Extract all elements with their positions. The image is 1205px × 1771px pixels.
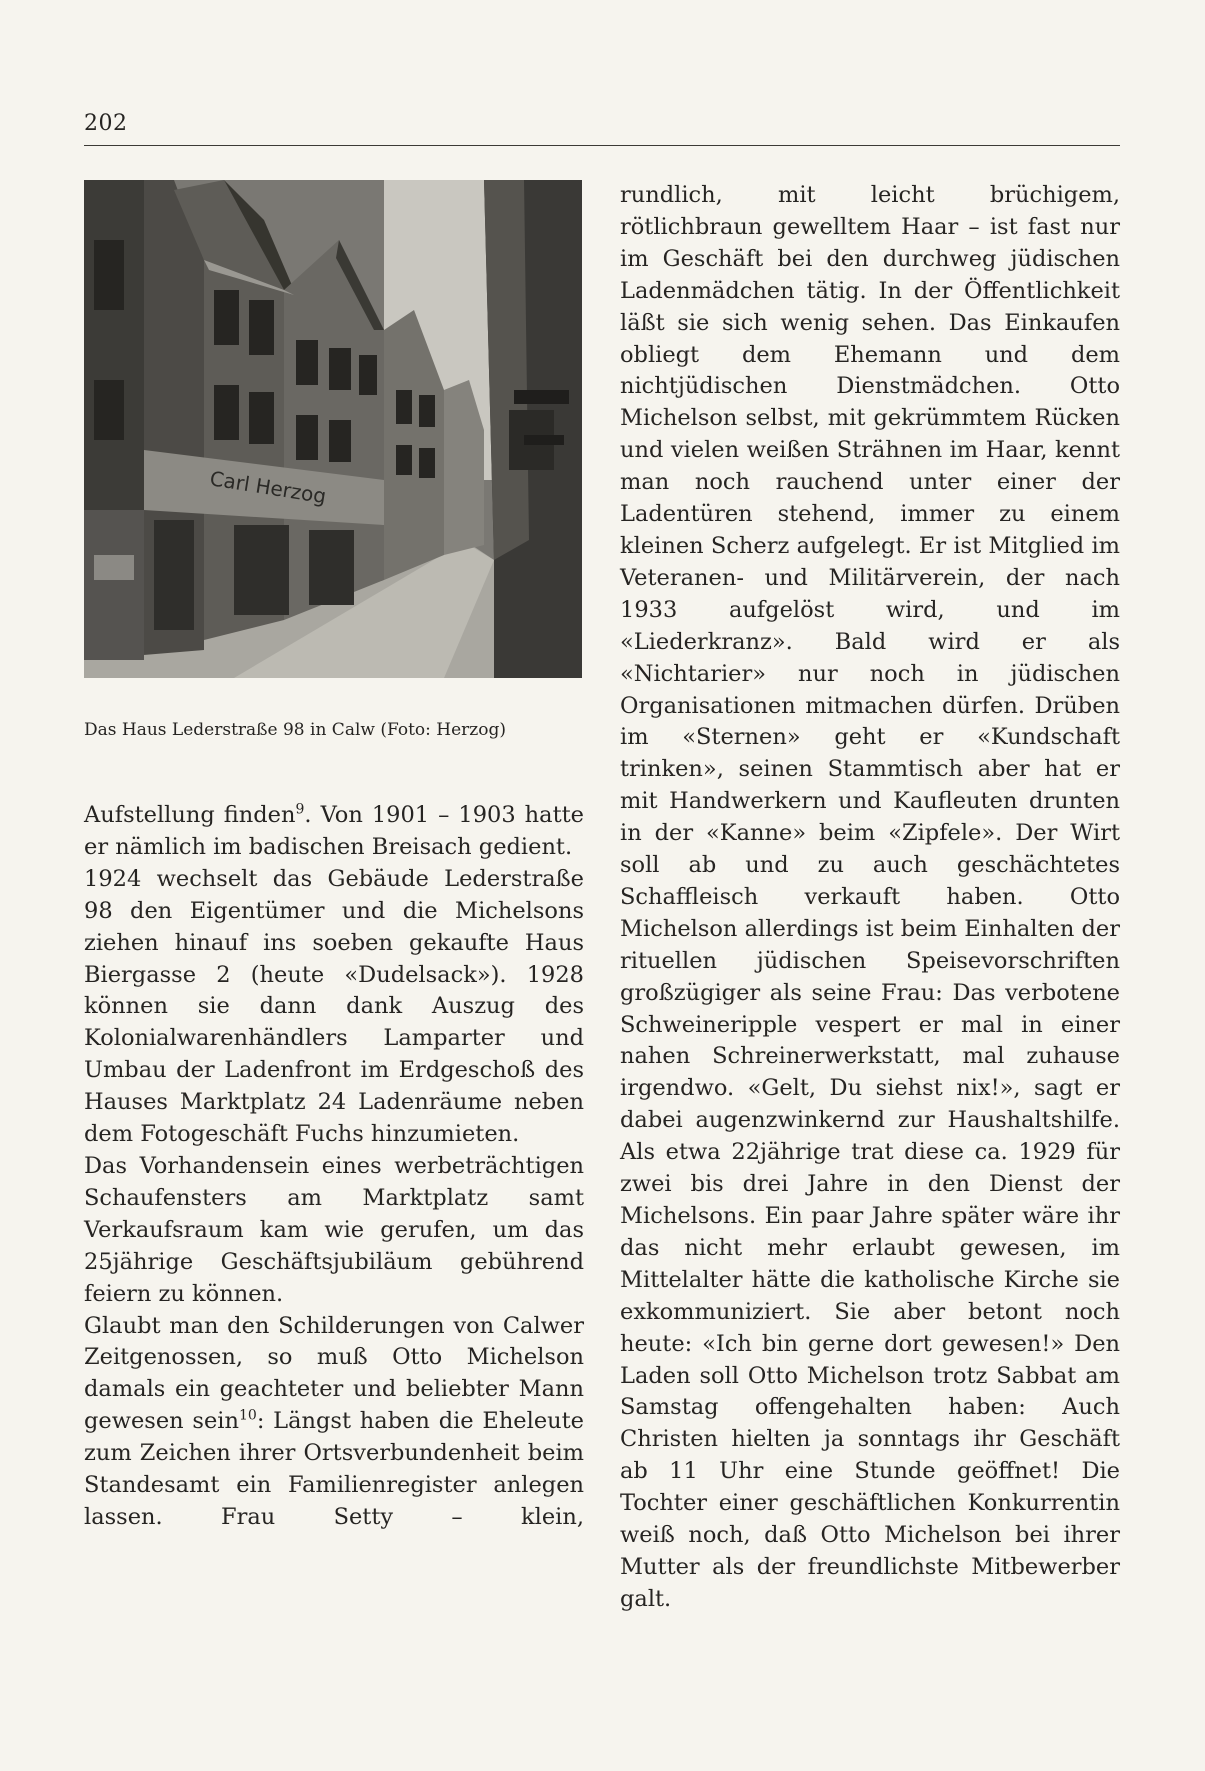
paragraph: Das Vorhandensein eines werbeträchtigen Schaufensters am Marktplatz samt Verkaufsraum kam wie gerufen, um das 25jährige Geschäftsjubiläum gebührend feiern zu können. — [84, 1152, 584, 1307]
right-column-text — [620, 180, 1120, 1616]
left-column-text — [84, 800, 584, 1534]
footnote-ref: 10 — [238, 1407, 257, 1424]
figure-caption: Das Haus Lederstraße 98 in Calw (Foto: Herzog) — [84, 720, 506, 740]
paragraph: rundlich, mit leicht brüchigem, rötlichbraun gewelltem Haar – ist fast nur im Geschäft bei den durchweg jüdischen Ladenmädchen tätig. In der Öffentlichkeit läßt sie sich wenig sehen. Das Einkaufen obliegt dem Ehemann und dem nichtjüdischen Dienstmädchen. Otto Michelson selbst, mit gekrümmtem Rücken und vielen weißen Strähnen im Haar, kennt man noch rauchend unter einer der Ladentüren stehend, immer zu einem kleinen Scherz aufgelegt. Er ist Mitglied im Veteranen- und Militärverein, der nach 1933 aufgelöst wird, und im «Liederkranz». Bald wird er als «Nichtarier» nur noch in jüdischen Organisationen mitmachen dürfen. Drüben im «Sternen» geht er «Kundschaft trinken», seinen Stammtisch aber hat er mit Handwerkern und Kaufleuten drunten in der «Kanne» beim «Zipfele». Der Wirt soll ab und zu auch geschächtetes Schaffleisch verkauft haben. Otto Michelson allerdings ist beim Einhalten der rituellen jüdischen Speisevorschriften großzügiger als seine Frau: Das verbotene Schweineripple vespert er mal in einer nahen Schreinerwerkstatt, mal zuhause irgendwo. «Gelt, Du siehst nix!», sagt er dabei augenzwinkernd zur Haushaltshilfe. Als etwa 22jährige trat diese ca. 1929 für zwei bis drei Jahre in den Dienst der Michelsons. Ein paar Jahre später wäre ihr das nicht mehr erlaubt gewesen, im Mittelalter hätte die katholische Kirche sie exkommuniziert. Sie aber betont noch heute: «Ich bin gerne dort gewesen!» Den Laden soll Otto Michelson trotz Sabbat am Samstag offengehalten haben: Auch Christen hielten ja sonntags ihr Geschäft ab 11 Uhr eine Stunde geöffnet! Die Tochter einer geschäftlichen Konkurrentin weiß noch, daß Otto Michelson bei ihrer Mutter als der freundlichste Mitbewerber galt. — [620, 182, 1120, 1612]
paragraph-text: Aufstellung finden — [84, 802, 296, 828]
paragraph-text: : Längst haben die Eheleute zum Zeichen ihrer Ortsverbundenheit beim Standesamt ein Familienregister anlegen lassen. Frau Setty – klein, — [84, 1408, 584, 1530]
street-photo — [84, 180, 582, 678]
paragraph-text: Glaubt man den Schilderungen von Calwer Zeitgenossen, so muß Otto Michelson damals ein geachteter und beliebter Mann gewesen sein — [84, 1312, 584, 1435]
page-number: 202 — [84, 111, 128, 136]
paragraph-text: . Von 1901 – 1903 hatte er nämlich im badischen Breisach gedient. — [84, 802, 584, 860]
footnote-ref: 9 — [295, 801, 305, 818]
paragraph — [84, 800, 584, 864]
paragraph: 1924 wechselt das Gebäude Lederstraße 98 den Eigentümer und die Michelsons ziehen hinauf ins soeben gekaufte Haus Biergasse 2 (heute «Dudelsack»). 1928 können sie dann dank Auszug des Kolonialwarenhändlers Lamparter und Umbau der Ladenfront im Erdgeschoß des Hauses Marktplatz 24 Ladenräume neben dem Fotogeschäft Fuchs hinzumieten. — [84, 865, 584, 1148]
header-rule — [84, 145, 1120, 146]
shop-sign-text: Carl Herzog — [208, 466, 328, 509]
paragraph — [84, 1311, 584, 1534]
